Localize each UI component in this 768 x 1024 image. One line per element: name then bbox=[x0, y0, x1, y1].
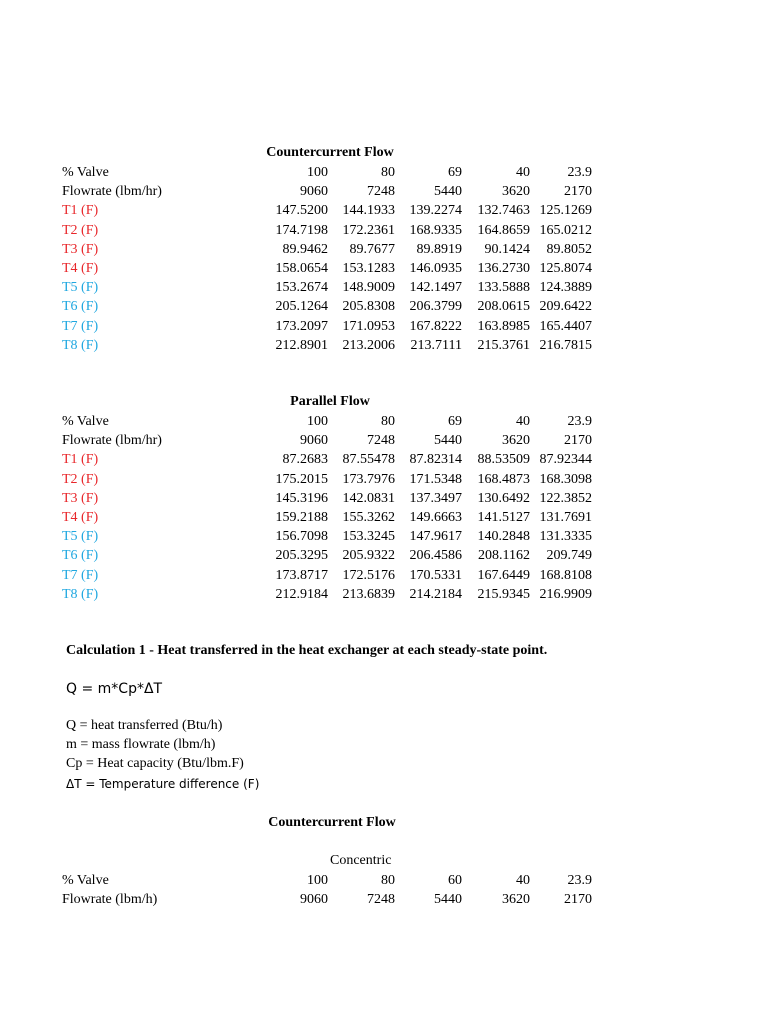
table-cell: 168.3098 bbox=[539, 471, 592, 487]
table-cell: 168.9335 bbox=[409, 222, 462, 238]
table-cell: 7248 bbox=[367, 184, 395, 200]
table-row bbox=[62, 412, 592, 431]
table-cell: 7248 bbox=[367, 433, 395, 449]
table-row bbox=[62, 163, 592, 182]
table-row bbox=[62, 259, 592, 278]
table-cell: 80 bbox=[381, 165, 395, 180]
table-cell: 87.55478 bbox=[342, 452, 395, 468]
row-label: Flowrate (lbm/hr) bbox=[62, 433, 162, 449]
table-cell: 23.9 bbox=[567, 414, 592, 429]
table-cell: 2170 bbox=[564, 433, 592, 449]
table-cell: 208.0615 bbox=[477, 299, 530, 315]
table-cell: 144.1933 bbox=[342, 203, 395, 219]
row-label: T1 (F) bbox=[62, 452, 99, 468]
definition-m: m = mass flowrate (lbm/h) bbox=[66, 737, 216, 752]
table-cell: 148.9009 bbox=[342, 280, 395, 296]
table-cell: 158.0654 bbox=[275, 261, 328, 277]
row-label: T7 (F) bbox=[62, 318, 99, 334]
table-cell: 215.3761 bbox=[477, 337, 530, 353]
table-cell: 131.3335 bbox=[539, 529, 592, 545]
table-cell: 100 bbox=[307, 414, 328, 429]
table-cell: 142.1497 bbox=[409, 280, 462, 296]
table-cell: 168.8108 bbox=[539, 567, 592, 583]
parallel-title: Parallel Flow bbox=[290, 394, 370, 409]
table-cell: 9060 bbox=[300, 892, 328, 908]
heat-formula: Q = m*Cp*ΔT bbox=[66, 681, 163, 697]
table-cell: 3620 bbox=[502, 892, 530, 908]
table-cell: 212.9184 bbox=[275, 586, 328, 602]
table-cell: 216.7815 bbox=[539, 337, 592, 353]
table-cell: 136.2730 bbox=[477, 261, 530, 277]
table-row bbox=[62, 431, 592, 450]
table-cell: 163.8985 bbox=[477, 318, 530, 334]
table-cell: 165.0212 bbox=[539, 222, 592, 238]
table-row bbox=[62, 890, 592, 909]
row-label: T4 (F) bbox=[62, 510, 99, 526]
table-cell: 173.2097 bbox=[275, 318, 328, 334]
definition-q: Q = heat transferred (Btu/h) bbox=[66, 718, 223, 733]
table-cell: 40 bbox=[516, 873, 530, 888]
table-cell: 171.5348 bbox=[409, 471, 462, 487]
table-cell: 212.8901 bbox=[275, 337, 328, 353]
row-label: % Valve bbox=[62, 414, 109, 429]
table-cell: 206.4586 bbox=[409, 548, 462, 564]
table-cell: 213.2006 bbox=[342, 337, 395, 353]
table-cell: 147.5200 bbox=[275, 203, 328, 219]
table-cell: 175.2015 bbox=[275, 471, 328, 487]
table-row bbox=[62, 201, 592, 220]
table-row bbox=[62, 527, 592, 546]
table-cell: 89.9462 bbox=[282, 241, 328, 257]
table-cell: 170.5331 bbox=[409, 567, 462, 583]
section3-table bbox=[62, 871, 592, 909]
table-row bbox=[62, 470, 592, 489]
row-label: T3 (F) bbox=[62, 241, 99, 257]
row-label: T8 (F) bbox=[62, 337, 99, 353]
table-row bbox=[62, 489, 592, 508]
table-row bbox=[62, 336, 592, 355]
table-cell: 40 bbox=[516, 165, 530, 180]
table-cell: 145.3196 bbox=[275, 490, 328, 506]
table-cell: 164.8659 bbox=[477, 222, 530, 238]
table-row bbox=[62, 182, 592, 201]
table-cell: 5440 bbox=[434, 184, 462, 200]
table-cell: 125.1269 bbox=[539, 203, 592, 219]
table-cell: 131.7691 bbox=[539, 510, 592, 526]
table-cell: 100 bbox=[307, 165, 328, 180]
table-cell: 171.0953 bbox=[342, 318, 395, 334]
table-cell: 173.7976 bbox=[342, 471, 395, 487]
row-label: T6 (F) bbox=[62, 299, 99, 315]
table-cell: 7248 bbox=[367, 892, 395, 908]
table-cell: 165.4407 bbox=[539, 318, 592, 334]
table-cell: 87.92344 bbox=[539, 452, 592, 468]
table-cell: 215.9345 bbox=[477, 586, 530, 602]
table-row bbox=[62, 871, 592, 890]
table-cell: 69 bbox=[448, 165, 462, 180]
table-cell: 142.0831 bbox=[342, 490, 395, 506]
table-cell: 80 bbox=[381, 873, 395, 888]
table-cell: 140.2848 bbox=[477, 529, 530, 545]
table-cell: 172.5176 bbox=[342, 567, 395, 583]
table-cell: 146.0935 bbox=[409, 261, 462, 277]
table-cell: 87.82314 bbox=[409, 452, 462, 468]
parallel-table bbox=[62, 412, 592, 604]
calculation-heading: Calculation 1 - Heat transferred in the heat exchanger at each steady-state point. bbox=[66, 643, 548, 658]
table-cell: 125.8074 bbox=[539, 261, 592, 277]
table-cell: 167.8222 bbox=[409, 318, 462, 334]
table-cell: 213.7111 bbox=[410, 337, 462, 353]
table-cell: 9060 bbox=[300, 433, 328, 449]
row-label: T2 (F) bbox=[62, 471, 99, 487]
row-label: T5 (F) bbox=[62, 280, 99, 296]
row-label: T4 (F) bbox=[62, 261, 99, 277]
table-cell: 132.7463 bbox=[477, 203, 530, 219]
table-cell: 3620 bbox=[502, 184, 530, 200]
table-row bbox=[62, 566, 592, 585]
table-cell: 167.6449 bbox=[477, 567, 530, 583]
table-cell: 89.8052 bbox=[546, 241, 592, 257]
table-row bbox=[62, 278, 592, 297]
row-label: T7 (F) bbox=[62, 567, 99, 583]
table-cell: 209.6422 bbox=[539, 299, 592, 315]
table-cell: 124.3889 bbox=[539, 280, 592, 296]
table-cell: 23.9 bbox=[567, 165, 592, 180]
table-cell: 89.7677 bbox=[349, 241, 395, 257]
definition-cp: Cp = Heat capacity (Btu/lbm.F) bbox=[66, 756, 244, 771]
table-cell: 122.3852 bbox=[539, 490, 592, 506]
table-cell: 100 bbox=[307, 873, 328, 888]
table-row bbox=[62, 317, 592, 336]
table-row bbox=[62, 546, 592, 565]
row-label: T1 (F) bbox=[62, 203, 99, 219]
table-cell: 209.749 bbox=[546, 548, 592, 564]
table-cell: 153.1283 bbox=[342, 261, 395, 277]
table-cell: 153.3245 bbox=[342, 529, 395, 545]
row-label: T6 (F) bbox=[62, 548, 99, 564]
table-cell: 5440 bbox=[434, 892, 462, 908]
table-cell: 130.6492 bbox=[477, 490, 530, 506]
table-cell: 173.8717 bbox=[275, 567, 328, 583]
table-cell: 88.53509 bbox=[477, 452, 530, 468]
table-cell: 174.7198 bbox=[275, 222, 328, 238]
table-cell: 205.9322 bbox=[342, 548, 395, 564]
table-cell: 205.8308 bbox=[342, 299, 395, 315]
row-label: % Valve bbox=[62, 873, 109, 888]
table-row bbox=[62, 240, 592, 259]
table-cell: 205.3295 bbox=[275, 548, 328, 564]
table-cell: 69 bbox=[448, 414, 462, 429]
table-cell: 137.3497 bbox=[409, 490, 462, 506]
table-cell: 87.2683 bbox=[282, 452, 328, 468]
row-label: T3 (F) bbox=[62, 490, 99, 506]
table-cell: 9060 bbox=[300, 184, 328, 200]
table-cell: 159.2188 bbox=[275, 510, 328, 526]
table-cell: 40 bbox=[516, 414, 530, 429]
row-label: Flowrate (lbm/hr) bbox=[62, 184, 162, 200]
table-cell: 90.1424 bbox=[484, 241, 530, 257]
table-cell: 89.8919 bbox=[416, 241, 462, 257]
table-cell: 139.2274 bbox=[409, 203, 462, 219]
section3-title: Countercurrent Flow bbox=[268, 815, 396, 830]
row-label: T5 (F) bbox=[62, 529, 99, 545]
table-cell: 172.2361 bbox=[342, 222, 395, 238]
table-row bbox=[62, 221, 592, 240]
table-row bbox=[62, 585, 592, 604]
table-row bbox=[62, 508, 592, 527]
table-cell: 141.5127 bbox=[477, 510, 530, 526]
countercurrent-title: Countercurrent Flow bbox=[266, 145, 394, 160]
table-cell: 2170 bbox=[564, 892, 592, 908]
row-label: Flowrate (lbm/h) bbox=[62, 892, 158, 908]
table-row bbox=[62, 450, 592, 469]
countercurrent-table bbox=[62, 163, 592, 355]
row-label: % Valve bbox=[62, 165, 109, 180]
table-cell: 205.1264 bbox=[275, 299, 328, 315]
section3-subtitle: Concentric bbox=[330, 853, 392, 868]
table-cell: 216.9909 bbox=[539, 586, 592, 602]
table-cell: 153.2674 bbox=[275, 280, 328, 296]
table-cell: 206.3799 bbox=[409, 299, 462, 315]
table-cell: 2170 bbox=[564, 184, 592, 200]
table-cell: 147.9617 bbox=[409, 529, 462, 545]
row-label: T8 (F) bbox=[62, 586, 99, 602]
table-cell: 149.6663 bbox=[409, 510, 462, 526]
table-cell: 5440 bbox=[434, 433, 462, 449]
table-cell: 168.4873 bbox=[477, 471, 530, 487]
table-cell: 155.3262 bbox=[342, 510, 395, 526]
table-cell: 23.9 bbox=[567, 873, 592, 888]
table-cell: 80 bbox=[381, 414, 395, 429]
table-cell: 3620 bbox=[502, 433, 530, 449]
table-cell: 133.5888 bbox=[477, 280, 530, 296]
table-cell: 60 bbox=[448, 873, 462, 888]
definition-delta-t: ΔT = Temperature difference (F) bbox=[66, 777, 260, 791]
table-row bbox=[62, 297, 592, 316]
table-cell: 214.2184 bbox=[409, 586, 462, 602]
table-cell: 213.6839 bbox=[342, 586, 395, 602]
table-cell: 208.1162 bbox=[478, 548, 530, 564]
row-label: T2 (F) bbox=[62, 222, 99, 238]
table-cell: 156.7098 bbox=[275, 529, 328, 545]
